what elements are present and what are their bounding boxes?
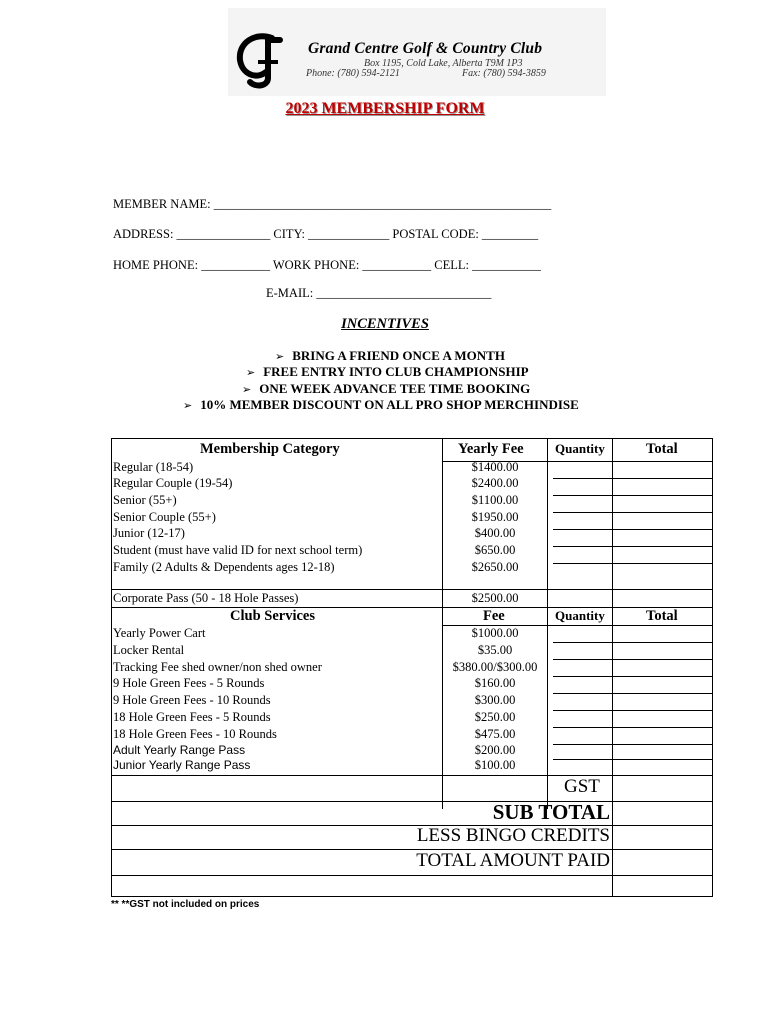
membership-row-fee: $400.00: [474, 526, 516, 540]
incentives-title: INCENTIVES: [341, 316, 429, 332]
incentive-text: BRING A FRIEND ONCE A MONTH: [292, 348, 505, 363]
membership-row-name: Regular (18-54): [113, 460, 194, 474]
membership-row-fee: $1100.00: [471, 493, 519, 507]
club-address: Box 1195, Cold Lake, Alberta T9M 1P3: [364, 58, 523, 69]
membership-row-fee: $1400.00: [471, 460, 519, 474]
service-row-name: Locker Rental: [113, 643, 185, 657]
phone-fields[interactable]: HOME PHONE: ___________ WORK PHONE: ___________ CELL: ___________: [113, 258, 541, 272]
form-title: 2023 MEMBERSHIP FORM: [285, 100, 485, 117]
total-header: Total: [646, 441, 678, 457]
membership-row-name: Senior (55+): [113, 493, 177, 507]
service-row-name: 18 Hole Green Fees - 5 Rounds: [113, 710, 271, 724]
club-phone: Phone: (780) 594-2121: [306, 68, 400, 79]
service-row-fee: $100.00: [474, 758, 516, 772]
service-row-name: Tracking Fee shed owner/non shed owner: [113, 660, 322, 674]
service-row-fee: $200.00: [474, 743, 516, 757]
membership-row-name: Regular Couple (19-54): [113, 476, 233, 490]
club-name: Grand Centre Golf & Country Club: [308, 40, 543, 57]
incentive-item: [183, 397, 579, 413]
incentive-text: ONE WEEK ADVANCE TEE TIME BOOKING: [259, 381, 531, 396]
membership-row-fee: $2650.00: [471, 560, 519, 574]
service-row-fee: $160.00: [474, 676, 516, 690]
arrow-bullet-icon: ➢: [242, 383, 252, 396]
bingo-credits-label: LESS BINGO CREDITS: [416, 825, 610, 846]
email-field[interactable]: E-MAIL: ____________________________: [266, 286, 492, 300]
arrow-bullet-icon: ➢: [183, 399, 193, 412]
service-row-name: Junior Yearly Range Pass: [113, 758, 251, 772]
membership-row-fee: $2500.00: [471, 591, 519, 605]
incentive-item: [242, 381, 530, 397]
service-row-fee: $380.00/$300.00: [452, 660, 538, 674]
incentive-item: [275, 348, 505, 364]
gst-footnote: ** **GST not included on prices: [111, 899, 260, 910]
membership-row-name: Corporate Pass (50 - 18 Hole Passes): [113, 591, 299, 605]
yearly-fee-header: Yearly Fee: [458, 441, 524, 457]
fee-table: [111, 438, 713, 897]
club-services-header: Club Services: [230, 608, 315, 624]
membership-category-header: Membership Category: [200, 441, 340, 457]
address-field[interactable]: ADDRESS: _______________ CITY: _____________ POSTAL CODE: _________: [113, 227, 539, 241]
club-fax: Fax: (780) 594-3859: [462, 68, 546, 79]
membership-row-name: Family (2 Adults & Dependents ages 12-18): [113, 560, 335, 574]
incentive-text: FREE ENTRY INTO CLUB CHAMPIONSHIP: [263, 364, 529, 379]
service-row-name: 18 Hole Green Fees - 10 Rounds: [113, 727, 277, 741]
club-logo-icon: [232, 30, 292, 90]
service-row-fee: $250.00: [474, 710, 516, 724]
gst-label: GST: [564, 776, 600, 797]
fee-header: Fee: [483, 608, 505, 624]
subtotal-label: SUB TOTAL: [492, 800, 610, 824]
service-row-name: Adult Yearly Range Pass: [113, 743, 246, 757]
quantity-header: Quantity: [555, 441, 605, 456]
quantity-header: Quantity: [555, 608, 605, 623]
service-row-fee: $1000.00: [471, 626, 519, 640]
arrow-bullet-icon: ➢: [246, 366, 256, 379]
membership-row-name: Student (must have valid ID for next school term): [113, 543, 363, 557]
membership-row-fee: $2400.00: [471, 476, 519, 490]
service-row-name: 9 Hole Green Fees - 10 Rounds: [113, 693, 271, 707]
service-row-fee: $300.00: [474, 693, 516, 707]
member-name-field[interactable]: MEMBER NAME: ______________________________________________________: [113, 197, 552, 211]
service-row-name: Yearly Power Cart: [113, 626, 206, 640]
total-paid-label: TOTAL AMOUNT PAID: [416, 850, 610, 871]
membership-row-name: Senior Couple (55+): [113, 510, 216, 524]
service-row-name: 9 Hole Green Fees - 5 Rounds: [113, 676, 265, 690]
service-row-fee: $35.00: [477, 643, 513, 657]
service-row-fee: $475.00: [474, 727, 516, 741]
incentive-text: 10% MEMBER DISCOUNT ON ALL PRO SHOP MERCHINDISE: [200, 397, 579, 412]
total-header: Total: [646, 608, 678, 624]
membership-row-name: Junior (12-17): [113, 526, 185, 540]
membership-row-fee: $650.00: [474, 543, 516, 557]
arrow-bullet-icon: ➢: [275, 350, 285, 363]
membership-row-fee: $1950.00: [471, 510, 519, 524]
incentive-item: [246, 364, 529, 380]
